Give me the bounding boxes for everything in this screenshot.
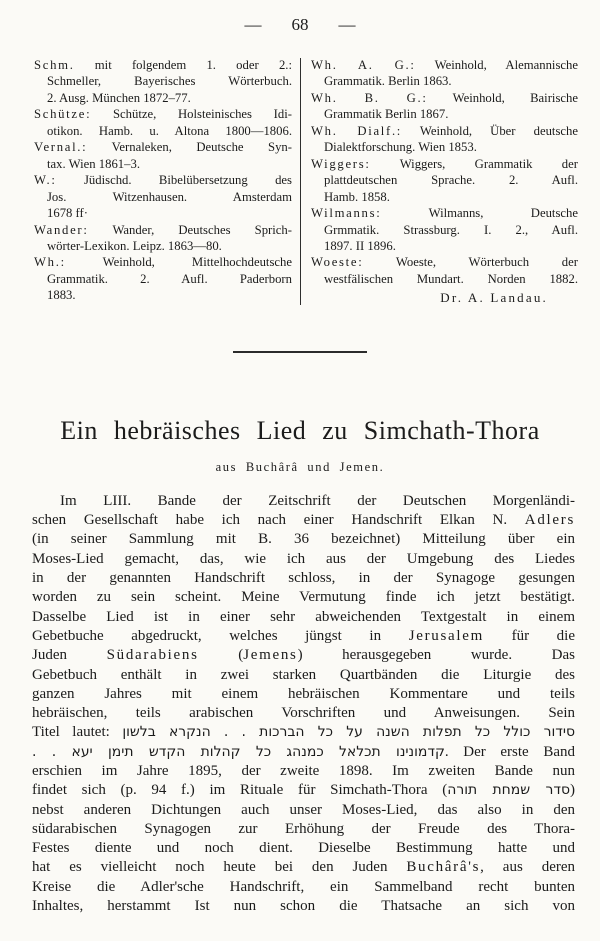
text-run: Wh. B. G.: bbox=[311, 90, 428, 105]
article-title: Ein hebräisches Lied zu Simchath-Thora bbox=[60, 415, 540, 445]
text-line bbox=[311, 205, 578, 221]
bibliography-section bbox=[34, 57, 578, 306]
text-run: 1678 ff· bbox=[47, 206, 88, 221]
text-line bbox=[34, 172, 292, 188]
text-line bbox=[34, 287, 292, 303]
text-run: hat es vielleicht noch heute bei den Juden bbox=[32, 859, 407, 876]
text-run: Im LIII. Bande der Zeitschrift der Deutschen Morgenländi- bbox=[60, 492, 575, 509]
hebrew-text-run: סידור כולל כל תפלות השנה על כל הברכות . . הנקרא בלשון bbox=[122, 724, 576, 741]
text-line bbox=[32, 723, 575, 742]
text-run: Kreise die Adler'sche Handschrift, ein Sammelband recht bunten bbox=[32, 878, 575, 895]
text-line bbox=[311, 238, 578, 254]
hebrew-text-run: סדר שמחת תורה bbox=[447, 782, 571, 799]
text-line bbox=[32, 801, 575, 820]
text-line bbox=[34, 205, 292, 221]
bibliography-left-column bbox=[34, 57, 300, 306]
text-run: ) bbox=[570, 782, 576, 799]
hebrew-text-run: קדמונינו תכלאל כמנהג כל קהלות הקדש תימן יעא . . bbox=[32, 743, 445, 760]
text-line bbox=[32, 646, 575, 665]
text-run: Adlers bbox=[524, 512, 575, 529]
text-line bbox=[311, 139, 578, 155]
text-run: Woeste, Wörterbuch der bbox=[363, 255, 578, 270]
text-run: Festes diente und noch dient. Dieselbe Bestimmung hatte und bbox=[32, 840, 575, 857]
text-run: nebst anderen Dichtungen auch unser Moses-Lied, das also in den bbox=[32, 801, 575, 818]
text-line bbox=[32, 897, 575, 916]
text-line bbox=[311, 73, 578, 89]
text-line bbox=[311, 156, 578, 172]
text-run: Südarabiens bbox=[106, 647, 199, 664]
text-line bbox=[32, 820, 575, 839]
text-run: findet sich (p. 94 f.) im Rituale für Simchath-Thora ( bbox=[32, 782, 448, 799]
page-number: 68 bbox=[291, 15, 309, 34]
text-line bbox=[311, 271, 578, 287]
text-run: Weinhold, Alemannische bbox=[415, 58, 578, 72]
text-run: Wander: bbox=[34, 222, 89, 237]
text-line bbox=[34, 222, 292, 238]
text-line bbox=[32, 685, 575, 704]
text-line bbox=[32, 608, 575, 627]
text-line bbox=[34, 73, 292, 89]
text-run: Wh. Dialf.: bbox=[311, 123, 403, 138]
text-line bbox=[34, 189, 292, 205]
text-line bbox=[32, 704, 575, 723]
text-line bbox=[34, 271, 292, 287]
text-line bbox=[32, 569, 575, 588]
text-run: Jerusalem bbox=[408, 627, 484, 644]
text-run: schen Gesellschaft habe ich nach einer Handschrift Elkan N. bbox=[32, 512, 525, 529]
text-line bbox=[311, 189, 578, 205]
text-run: Schmeller, Bayerisches Wörterbuch. bbox=[47, 74, 292, 89]
text-run: Weinhold, Mittelhochdeutsche bbox=[65, 255, 292, 270]
header-dash-right: — bbox=[338, 15, 356, 34]
text-run: erschien im Jahre 1895, der zweite 1898. Im zweiten Bande nun bbox=[32, 763, 575, 779]
text-run: 1897. II 1896. bbox=[324, 238, 396, 253]
text-run: wörter-Lexikon. Leipz. 1863—80. bbox=[47, 238, 222, 253]
text-line bbox=[32, 878, 575, 897]
text-run: Jemens bbox=[243, 647, 298, 664]
text-run: hebräischen, teils arabischen Vorschriften und Anweisungen. Sein bbox=[32, 705, 575, 722]
text-line bbox=[32, 781, 575, 800]
text-run: worden zu sein scheint. Meine Vermutung finde ich jetzt bestätigt. bbox=[32, 589, 575, 606]
text-run: Schütze, Holsteinisches Idi- bbox=[91, 107, 292, 122]
text-run: für die bbox=[483, 627, 575, 644]
bibliography-right-entries bbox=[311, 57, 578, 287]
text-run: Vernaleken, Deutsche Syn- bbox=[87, 140, 292, 155]
text-line bbox=[311, 172, 578, 188]
text-line bbox=[32, 858, 575, 877]
text-line bbox=[34, 139, 292, 155]
text-run: 2. Ausg. München 1872–77. bbox=[47, 90, 191, 105]
bibliography-signature: Dr. A. Landau. bbox=[440, 290, 548, 306]
article-subtitle: aus Buchârâ und Jemen. bbox=[215, 459, 385, 474]
article-body bbox=[32, 492, 575, 917]
text-run: mit folgendem 1. oder 2.: bbox=[74, 58, 292, 72]
text-line bbox=[34, 90, 292, 106]
text-run: (in seiner Sammlung mit B. 36 bezeichnet) Mitteilung über ein bbox=[32, 531, 575, 548]
text-run: tax. Wien 1861–3. bbox=[47, 156, 140, 171]
text-run: Dialektforschung. Wien 1853. bbox=[324, 140, 477, 155]
text-run: Wiggers: bbox=[311, 156, 371, 171]
text-run: westfälischen Mundart. Norden 1882. bbox=[324, 271, 578, 286]
text-run: Weinhold, Über deutsche bbox=[402, 123, 578, 138]
text-line bbox=[32, 743, 575, 762]
text-line bbox=[32, 492, 575, 511]
text-run: Grmmatik. Strassburg. I. 2., Aufl. bbox=[324, 222, 578, 237]
text-run: Gebetbuch enthält in zwei starken Quartbänden die Liturgie des bbox=[32, 666, 575, 683]
text-line bbox=[32, 550, 575, 569]
text-line bbox=[32, 839, 575, 858]
text-line bbox=[32, 530, 575, 549]
text-run: Wiggers, Grammatik der bbox=[370, 156, 578, 171]
text-line bbox=[32, 627, 575, 646]
text-run: Jos. Witzenhausen. Amsterdam bbox=[47, 189, 292, 204]
text-run: Vernal.: bbox=[34, 140, 88, 155]
text-line bbox=[311, 106, 578, 122]
text-run: Wilmanns, Deutsche bbox=[381, 206, 578, 221]
text-run: 1883. bbox=[47, 288, 76, 303]
text-run: W.: bbox=[34, 173, 57, 188]
text-run: ( bbox=[198, 647, 244, 664]
text-run: Wh. A. G.: bbox=[311, 58, 416, 72]
text-line bbox=[34, 254, 292, 270]
text-run: Grammatik. 2. Aufl. Paderborn bbox=[47, 271, 292, 286]
text-line bbox=[311, 222, 578, 238]
text-run: in der genannten Handschrift schloss, in der Synagoge gesungen bbox=[32, 570, 575, 587]
text-run: Gebetbuche abgedruckt, welches jüngst in bbox=[32, 627, 409, 644]
text-run: Woeste: bbox=[311, 255, 364, 270]
text-run: Moses-Lied gemacht, das, wie ich aus der Umgebung des Liedes bbox=[32, 550, 575, 567]
text-run: Wh.: bbox=[34, 255, 66, 270]
text-line bbox=[34, 106, 292, 122]
text-run: otikon. Hamb. u. Altona 1800—1806. bbox=[47, 123, 292, 138]
text-run: . Der erste Band bbox=[444, 743, 575, 760]
text-run: , aus deren bbox=[480, 859, 575, 876]
text-line bbox=[34, 123, 292, 139]
text-line bbox=[32, 666, 575, 685]
text-run: Buchârâ's bbox=[406, 859, 481, 876]
header-dash-left: — bbox=[244, 15, 262, 34]
bibliography-right-column bbox=[301, 57, 578, 306]
text-run: ganzen Jahres mit einem hebräischen Kommentare und teils bbox=[32, 685, 575, 702]
text-line bbox=[311, 254, 578, 270]
text-run: Hamb. 1858. bbox=[324, 189, 390, 204]
text-run: Jüdischd. Bibelübersetzung des bbox=[56, 173, 292, 188]
text-run: Schütze: bbox=[34, 107, 92, 122]
text-run: Grammatik Berlin 1867. bbox=[324, 107, 449, 122]
text-run: Grammatik. Berlin 1863. bbox=[324, 74, 452, 89]
text-line bbox=[34, 238, 292, 254]
text-run: Dasselbe Lied ist in einer sehr abweichenden Textgestalt in einem bbox=[32, 608, 575, 625]
text-run: Inhaltes, herstammt Ist nun schon die Thatsache an sich von bbox=[32, 898, 575, 915]
text-run: südarabischen Synagogen zur Erhöhung der Freude des Thora- bbox=[32, 820, 575, 837]
text-line bbox=[34, 57, 292, 73]
text-line bbox=[32, 588, 575, 607]
page-header bbox=[0, 0, 600, 35]
text-line bbox=[311, 123, 578, 139]
text-run: Schm. bbox=[34, 58, 75, 72]
text-line bbox=[32, 762, 575, 781]
text-line bbox=[32, 511, 575, 530]
text-line bbox=[34, 156, 292, 172]
text-run: Weinhold, Bairische bbox=[427, 90, 579, 105]
text-run: Titel lautet: bbox=[32, 724, 123, 741]
section-separator bbox=[233, 351, 367, 353]
text-run: Wilmanns: bbox=[311, 206, 382, 221]
text-run: Wander, Deutsches Sprich- bbox=[88, 222, 292, 237]
text-run: Juden bbox=[32, 647, 107, 664]
text-run: ) herausgegeben wurde. Das bbox=[297, 647, 576, 664]
text-run: plattdeutschen Sprache. 2. Aufl. bbox=[324, 173, 578, 188]
text-line bbox=[311, 57, 578, 73]
text-line bbox=[311, 90, 578, 106]
